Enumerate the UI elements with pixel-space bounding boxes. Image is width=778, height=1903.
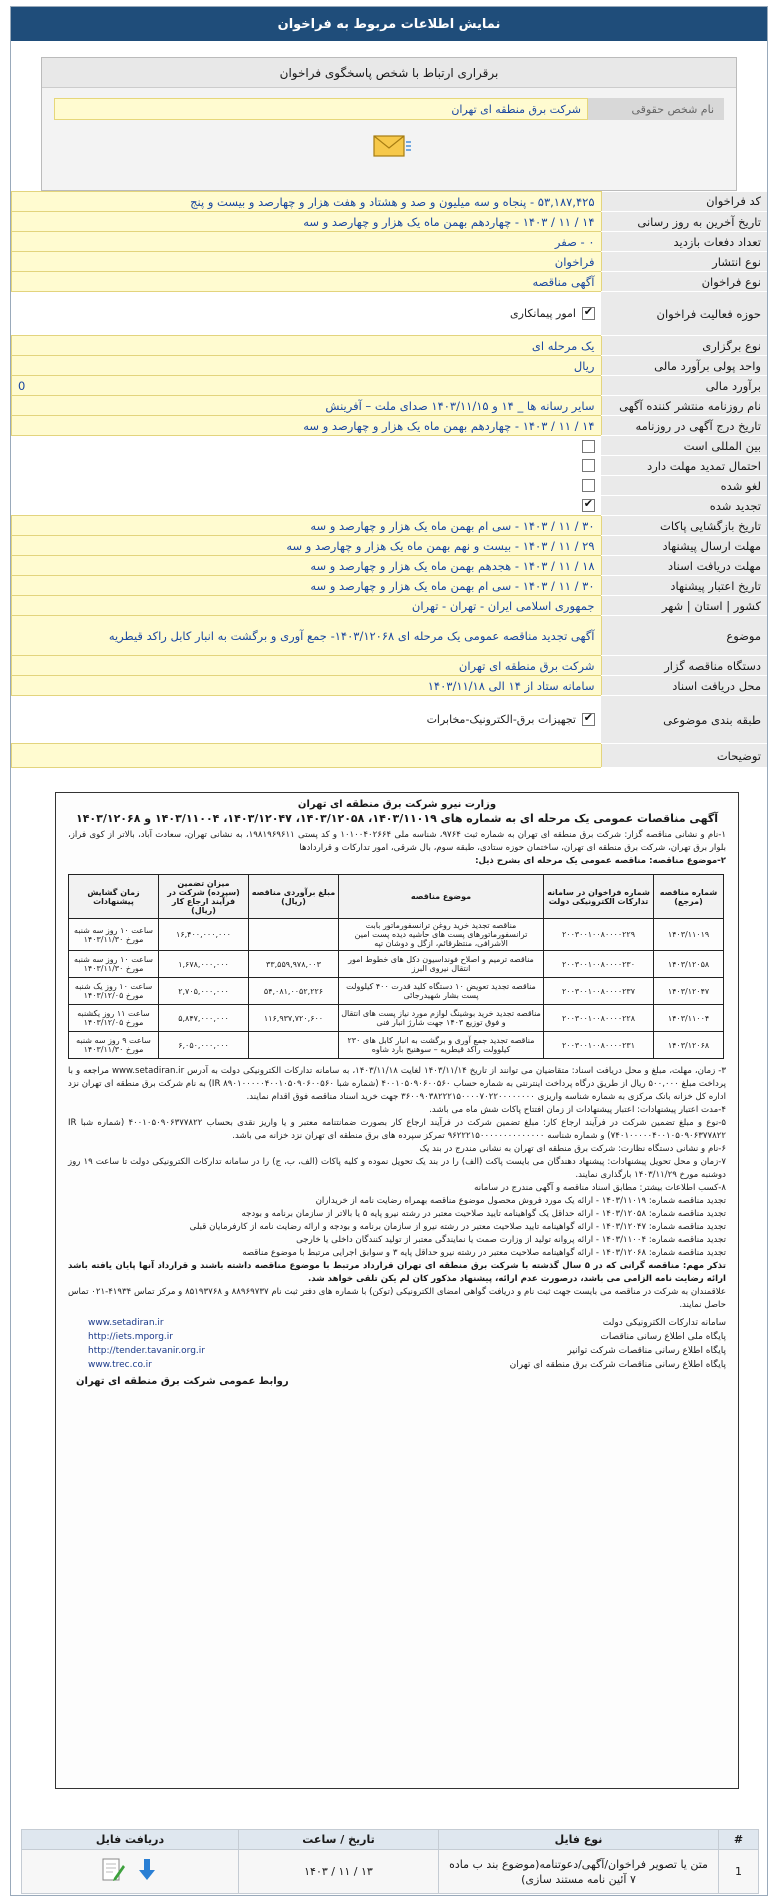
field-label: احتمال تمدید مهلت دارد (601, 456, 767, 476)
tender-info-table (11, 191, 767, 768)
notice-paragraph: تجدید مناقصه شماره: ۱۴۰۳/۱۲۰۶۸ - ارائه گواهینامه صلاحیت معتبر در رشته نیرو حداقل پایه ۳ و سوابق اجرایی مرتبط با موضوع مناقصه (242, 1248, 726, 1258)
checkbox-cell (12, 496, 602, 516)
notice-cell: ۱۴۰۳/۱۲۰۵۸ (654, 951, 724, 978)
file-date: ۱۳ / ۱۱ / ۱۴۰۳ (239, 1850, 439, 1894)
notice-link: http://tender.tavanir.org.ir (88, 1346, 205, 1356)
notice-paragraph: تجدید مناقصه شماره: ۱۴۰۳/۱۲۰۵۸ - ارائه حداقل یک گواهینامه تایید صلاحیت معتبر در رشته نیرو پایه ۵ یا بالاتر از سازمان برنامه و بودجه (241, 1209, 726, 1219)
notice-paragraph: ۲-موضوع مناقصه: مناقصه عمومی یک مرحله ای بشرح ذیل: (475, 856, 726, 866)
field-value: ۱۴ / ۱۱ / ۱۴۰۳ - چهاردهم بهمن ماه یک هزار و چهارصد و سه (12, 416, 602, 436)
checkbox-cell (12, 456, 602, 476)
notice-link-labels (510, 1316, 726, 1372)
notice-header-cell: موضوع مناقصه (339, 875, 544, 919)
notice-cell: ۱۶,۴۰۰,۰۰۰,۰۰۰ (159, 919, 249, 951)
field-value: یک مرحله ای (12, 336, 602, 356)
extension-checkbox[interactable] (582, 459, 595, 472)
contact-row (54, 98, 724, 120)
field-label: مهلت دریافت اسناد (601, 556, 767, 576)
field-value: فراخوان (12, 252, 602, 272)
file-row (22, 1850, 759, 1894)
contact-value: شرکت برق منطقه ای تهران (54, 98, 588, 120)
notice-title: آگهی مناقصات عمومی یک مرحله ای به شماره های ۱۴۰۳/۱۱۰۱۹، ۱۴۰۳/۱۲۰۵۸، ۱۴۰۳/۱۲۰۴۷، ۱۴۰۳/۱۱۰۰۴ و ۱۴۰۳/۱۲۰۶۸ (76, 812, 718, 825)
files-header-cell: نوع فایل (439, 1830, 719, 1850)
notice-cell: ۳۳,۵۵۹,۹۷۸,۰۰۳ (249, 951, 339, 978)
notice-header-cell: میزان تضمین (سپرده) شرکت در فرآیند ارجاع کار (ریال) (159, 875, 249, 919)
field-value: ۵۳,۱۸۷,۴۲۵ - پنجاه و سه میلیون و صد و هشتاد و هفت هزار و چهارصد و بیست و پنج (12, 192, 602, 212)
notice-org: وزارت نیرو شرکت برق منطقه ای تهران (297, 799, 497, 810)
notice-paragraph: ۴-مدت اعتبار پیشنهادات: اعتبار پیشنهادات از زمان افتتاح پاکات شش ماه می باشد. (429, 1105, 726, 1115)
notice-paragraph: تجدید مناقصه شماره: ۱۴۰۳/۱۱۰۱۹ - ارائه یک مورد فروش محصول موضوع مناقصه بهمراه رضایت نامه از خریداران (315, 1196, 726, 1206)
field-label: موضوع (601, 616, 767, 656)
notice-cell: ۱۴۰۳/۱۱۰۱۹ (654, 919, 724, 951)
category-checkbox-cell (12, 696, 602, 744)
checkbox-cell (12, 476, 602, 496)
notice-link: http://iets.mporg.ir (88, 1332, 173, 1342)
field-value: ریال (12, 356, 602, 376)
notice-cell: ۵۴,۰۸۱,۰۰۵۲,۲۲۶ (249, 978, 339, 1005)
field-value: آگهی تجدید مناقصه عمومی یک مرحله ای ۱۴۰۳/۱۲۰۶۸- جمع آوری و برگشت به انبار کابل راکد قیطریه (12, 616, 602, 656)
notice-cell (249, 1032, 339, 1059)
page-header (11, 7, 767, 41)
envelope-icon[interactable] (372, 132, 412, 162)
notice-cell: ساعت ۱۰ روز سه شنبه مورخ ۱۴۰۳/۱۱/۳۰ (69, 919, 159, 951)
notice-cell: ساعت ۱۰ روز سه شنبه مورخ ۱۴۰۳/۱۱/۳۰ (69, 951, 159, 978)
field-value: ۳۰ / ۱۱ / ۱۴۰۳ - سی ام بهمن ماه یک هزار و چهارصد و سه (12, 576, 602, 596)
notice-link: www.trec.co.ir (88, 1360, 152, 1370)
field-label: برآورد مالی (601, 376, 767, 396)
field-label: نام روزنامه منتشر کننده آگهی (601, 396, 767, 416)
files-header-cell: دریافت فایل (22, 1830, 239, 1850)
info-row-estimate (12, 376, 768, 396)
info-row-renewed (12, 496, 768, 516)
notice-table-row (69, 919, 724, 951)
info-row-holding-type (12, 336, 768, 356)
info-row-opening-date (12, 516, 768, 536)
notice-cell: ۱۴۰۳/۱۲۰۴۷ (654, 978, 724, 1005)
file-index: 1 (719, 1850, 759, 1894)
info-row-updated (12, 212, 768, 232)
info-row-docs-deadline (12, 556, 768, 576)
info-row-visits (12, 232, 768, 252)
notice-cell: مناقصه تجدید خرید روغن ترانسفورماتور بابت ترانسفورماتورهای پست های حاشیه دیده پست امین الاشرافی، منتظرقائم، ازگل و دوشان تپه (339, 919, 544, 951)
notice-paragraph: تجدید مناقصه شماره: ۱۴۰۳/۱۲۰۴۷ - ارائه گواهینامه تایید صلاحیت معتبر در رشته نیرو از سازمان برنامه و بودجه و ارائه رضایت نامه از کارفرمایان قبلی (189, 1222, 726, 1232)
notice-table-row (69, 1005, 724, 1032)
notice-cell: ۲۰۰۳۰۰۱۰۰۸۰۰۰۰۲۳۱ (544, 1032, 654, 1059)
field-label: تجدید شده (601, 496, 767, 516)
notice-cell: مناقصه تجدید خرید بوشینگ لوازم مورد نیاز پست های انتقال و فوق توزیع ۱۴۰۳ جهت شارژ انبار فنی (339, 1005, 544, 1032)
notice-table-row (69, 978, 724, 1005)
link-label: پایگاه اطلاع رسانی مناقصات شرکت برق منطقه ای تهران (509, 1360, 726, 1370)
notice-cell: ساعت ۱۱ روز یکشنبه مورخ ۱۴۰۳/۱۲/۰۵ (69, 1005, 159, 1032)
notice-cell: ساعت ۹ روز سه شنبه مورخ ۱۴۰۳/۱۱/۳۰ (69, 1032, 159, 1059)
notice-cell: ۶,۰۵۰,۰۰۰,۰۰۰ (159, 1032, 249, 1059)
notice-table-row (69, 1032, 724, 1059)
info-row-cancelled (12, 476, 768, 496)
info-row-call-type (12, 272, 768, 292)
info-row-subject (12, 616, 768, 656)
notice-cell: مناقصه ترمیم و اصلاح فونداسیون دکل های خطوط امور انتقال نیروی البرز (339, 951, 544, 978)
field-label: تاریخ آخرین به روز رسانی (601, 212, 767, 232)
notice-cell: ۲۰۰۳۰۰۱۰۰۸۰۰۰۰۲۳۰ (544, 951, 654, 978)
file-type: متن یا تصویر فراخوان/آگهی/دعوتنامه(موضوع بند ب ماده ۷ آئین نامه مستند سازی) (439, 1850, 719, 1894)
activity-checkbox[interactable] (582, 307, 595, 320)
contact-panel (41, 57, 737, 191)
info-row-newspaper (12, 396, 768, 416)
notice-cell: ساعت ۱۰ روز یک شنبه مورخ ۱۴۰۳/۱۲/۰۵ (69, 978, 159, 1005)
field-label: تاریخ اعتبار پیشنهاد (601, 576, 767, 596)
link-label: سامانه تدارکات الکترونیکی دولت (602, 1318, 726, 1328)
info-row-publish-type (12, 252, 768, 272)
field-value: جمهوری اسلامی ایران - تهران - تهران (12, 596, 602, 616)
link-label: پایگاه اطلاع رسانی مناقصات شرکت توانیر (567, 1346, 726, 1356)
notice-paragraph: ۳- زمان، مهلت، مبلغ و محل دریافت اسناد: متقاضیان می توانند از تاریخ ۱۴۰۳/۱۱/۱۴ لغایت ۱۴۰۳/۱۱/۱۸، به سامانه تدارکات الکترونیکی دولت به آدرس www.setadiran.ir مراجعه و با پرداخت مبلغ ۵۰۰,۰۰۰ ریال از طریق درگاه پرداخت اینترنتی به شماره حساب ۴۰۰۱۰۵۰۹۰۶۰۰۵۶۰ (شماره شبا IR ۸۹۰۱۰۰۰۰۰۴۰۰۱۰۵۰۹۰۶۰۰۵۶۰) به نام شرکت برق منطقه ای تهران نزد اداره کل خزانه بانک مرکزی به شماره شناسه واریزی ۳۶۰۰۹۰۳۸۲۲۲۱۵۰۰۰۰۷۰۲۲۰۰۰۰۰۰۰۰ جهت خرید اسناد مناقصه فوق اقدام نمایند. (68, 1066, 726, 1102)
notice-cell: ۲۰۰۳۰۰۱۰۰۸۰۰۰۰۲۳۷ (544, 978, 654, 1005)
field-value: 0 (12, 376, 602, 396)
info-row-validity (12, 576, 768, 596)
info-row-category (12, 696, 768, 744)
notice-paragraph: تذکر مهم: مناقصه گرانی که در ۵ سال گذشته با شرکت برق منطقه ای تهران قرارداد مرتبط با موضوع مناقصه داشته باشند و قرارداد آنها پایان یافته باشد ارائه رضایت نامه الزامی می باشد، درصورت عدم ارائه، پیشنهاد مذکور کان لم یکن تلقی خواهد شد. (68, 1261, 726, 1284)
info-row-code (12, 192, 768, 212)
notice-paragraph: ۸-کسب اطلاعات بیشتر: مطابق اسناد مناقصه و آگهی مندرج در سامانه (474, 1183, 726, 1193)
notice-header-cell: شماره فراخوان در سامانه تدارکات الکترونیکی دولت (544, 875, 654, 919)
field-label: طبقه بندی موضوعی (601, 696, 767, 744)
checkbox-cell (12, 436, 602, 456)
field-label: محل دریافت اسناد (601, 676, 767, 696)
notice-signature: روابط عمومی شرکت برق منطقه ای تهران (76, 1376, 289, 1387)
field-label: حوزه فعالیت فراخوان (601, 292, 767, 336)
field-label: کشور | استان | شهر (601, 596, 767, 616)
info-row-extension (12, 456, 768, 476)
field-label: دستگاه مناقصه گزار (601, 656, 767, 676)
notice-cell (249, 919, 339, 951)
renewed-checkbox[interactable] (582, 499, 595, 512)
field-label: تعداد دفعات بازدید (601, 232, 767, 252)
notice-cell: ۱۴۰۳/۱۱۰۰۴ (654, 1005, 724, 1032)
field-label: واحد پولی برآورد مالی (601, 356, 767, 376)
info-row-newspaper-date (12, 416, 768, 436)
notice-cell: ۱۴۰۳/۱۲۰۶۸ (654, 1032, 724, 1059)
notice-table-header (69, 875, 724, 919)
field-value: ۲۹ / ۱۱ / ۱۴۰۳ - بیست و نهم بهمن ماه یک هزار و چهارصد و سه (12, 536, 602, 556)
info-row-currency (12, 356, 768, 376)
notice-cell: مناقصه تجدید تعویض ۱۰ دستگاه کلید قدرت ۴۰۰ کیلوولت پست بشار شهیدرجائی (339, 978, 544, 1005)
info-row-international (12, 436, 768, 456)
field-label: کد فراخوان (601, 192, 767, 212)
link-label: پایگاه ملی اطلاع رسانی مناقصات (600, 1332, 726, 1342)
category-value: تجهیزات برق-الکترونیک-مخابرات (426, 712, 576, 726)
field-label: لغو شده (601, 476, 767, 496)
notice-cell: ۱,۶۷۸,۰۰۰,۰۰۰ (159, 951, 249, 978)
contact-title: برقراری ارتباط با شخص پاسخگوی فراخوان (42, 58, 736, 88)
download-icon[interactable] (134, 1857, 160, 1886)
field-label: بین المللی است (601, 436, 767, 456)
notice-table-row (69, 951, 724, 978)
files-header-cell: # (719, 1830, 759, 1850)
notice-paragraph: ۱-نام و نشانی مناقصه گزار: شرکت برق منطقه ای تهران به شماره ثبت ۹۷۶۴، شناسه ملی ۱۰۱۰۰۴۰۲۶۶۴ و کد پستی ۱۹۸۱۹۶۹۶۱۱، به نشانی تهران، سعادت آباد، بالاتر از کوی فراز، بلوار برق تهران، شرکت برق منطقه ای تهران، ساختمان حوزه ستادی، طبقه سوم، بال شرقی، امور تدارکات و قراردادها (68, 830, 726, 853)
category-checkbox[interactable] (582, 713, 595, 726)
activity-checkbox-cell (12, 292, 602, 336)
notice-cell: ۲,۷۰۵,۰۰۰,۰۰۰ (159, 978, 249, 1005)
notes-value (12, 744, 602, 768)
field-value: ۰ - صفر (12, 232, 602, 252)
notice-link: www.setadiran.ir (88, 1318, 164, 1328)
field-value: شرکت برق منطقه ای تهران (12, 656, 602, 676)
field-label: تاریخ درج آگهی در روزنامه (601, 416, 767, 436)
notice-cell: ۲۰۰۳۰۰۱۰۰۸۰۰۰۰۲۲۹ (544, 919, 654, 951)
notice-paragraph: علاقمندان به شرکت در مناقصه می بایست جهت ثبت نام و دریافت گواهی امضای الکترونیکی (توکن) با شماره های دفتر ثبت نام ۸۸۹۶۹۷۳۷ و ۸۵۱۹۳۷۶۸ و مرکز تماس ۴۱۹۳۴-۰۲۱ تماس حاصل نمایند. (68, 1287, 726, 1310)
field-value: ۳۰ / ۱۱ / ۱۴۰۳ - سی ام بهمن ماه یک هزار و چهارصد و سه (12, 516, 602, 536)
field-value: سامانه ستاد از ۱۴ الی ۱۴۰۳/۱۱/۱۸ (12, 676, 602, 696)
cancelled-checkbox[interactable] (582, 479, 595, 492)
info-row-activity (12, 292, 768, 336)
notice-cell: ۵,۸۴۷,۰۰۰,۰۰۰ (159, 1005, 249, 1032)
page-title: نمایش اطلاعات مربوط به فراخوان (277, 16, 501, 32)
files-header (22, 1830, 759, 1850)
files-table (21, 1829, 759, 1894)
notice-paragraph: ۶-نام و نشانی دستگاه نظارت: شرکت برق منطقه ای تهران به نشانی مندرج در بند یک (419, 1144, 726, 1154)
notice-header-cell: زمان گشایش پیشنهادات (69, 875, 159, 919)
notice-header-cell: مبلغ برآوردی مناقصه (ریال) (249, 875, 339, 919)
field-value: ۱۴ / ۱۱ / ۱۴۰۳ - چهاردهم بهمن ماه یک هزار و چهارصد و سه (12, 212, 602, 232)
notice-paragraph: ۵-نوع و مبلغ تضمین شرکت در فرآیند ارجاع کار: مبلغ تضمین شرکت در فرآیند ارجاع کار بصورت ضمانتنامه معتبر و یا واریز نقدی بحساب ۴۰۰۱۰۵۰۹۰۶۳۷۷۸۲۲ (شماره شبا IR ۷۴۰۱۰۰۰۰۰۴۰۰۱۰۵۰۹۰۶۳۷۷۸۲۲) و شماره شناسه ۹۶۲۲۲۱۵۰۰۰۰۰۰۰۰۰۰۰۰۰۰ تمرکز سپرده های برق منطقه ای تهران نزد خزانه می باشد. (68, 1118, 726, 1141)
notice-link-urls (68, 1316, 225, 1372)
notice-paragraph: تجدید مناقصه شماره: ۱۴۰۳/۱۱۰۰۴ - ارائه پروانه تولید از وزارت صمت یا نمایندگی معتبر از تولید کنندگان داخلی یا خارجی (296, 1235, 726, 1245)
files-header-cell: تاریخ / ساعت (239, 1830, 439, 1850)
info-row-location (12, 596, 768, 616)
notice-paragraph: ۷-زمان و محل تحویل پیشنهادات: پیشنهاد دهندگان می بایست پاکت (الف) را در بند یک تحویل نموده و کلیه پاکات (الف، ب، ج) را در سامانه تدارکات الکترونیکی دولت تا ساعت ۱۹ روز دوشنبه مورخ ۱۴۰۳/۱۱/۲۹ بارگذاری نمایند. (68, 1157, 726, 1180)
field-label: مهلت ارسال پیشنهاد (601, 536, 767, 556)
notice-links-block (56, 1312, 738, 1372)
notice-cell: ۲۰۰۳۰۰۱۰۰۸۰۰۰۰۲۲۸ (544, 1005, 654, 1032)
field-label: نوع انتشار (601, 252, 767, 272)
international-checkbox[interactable] (582, 440, 595, 453)
file-download-cell (22, 1850, 239, 1894)
info-row-organization (12, 656, 768, 676)
notice-tender-table (68, 874, 724, 1059)
field-label: توضیحات (601, 744, 767, 768)
notice-cell: مناقصه تجدید جمع آوری و برگشت به انبار کابل های ۲۳۰ کیلوولت راکد قیطریه – سوهنیح بارد شاوه (339, 1032, 544, 1059)
notice-header-cell: شماره مناقصه (مرجع) (654, 875, 724, 919)
contact-label: نام شخص حقوقی (588, 98, 724, 120)
activity-value: امور پیمانکاری (510, 306, 576, 320)
field-label: نوع برگزاری (601, 336, 767, 356)
field-label: تاریخ بازگشایی پاکات (601, 516, 767, 536)
field-value: سایر رسانه ها _ ۱۴ و ۱۴۰۳/۱۱/۱۵ صدای ملت – آفرینش (12, 396, 602, 416)
page-container (10, 6, 768, 1896)
info-row-notes (12, 744, 768, 768)
field-value: آگهی مناقصه (12, 272, 602, 292)
tender-notice-image (55, 792, 739, 1789)
field-value: ۱۸ / ۱۱ / ۱۴۰۳ - هجدهم بهمن ماه یک هزار و چهارصد و سه (12, 556, 602, 576)
notice-cell: ۱۱۶,۹۳۷,۷۲۰,۶۰۰ (249, 1005, 339, 1032)
edit-document-icon[interactable] (100, 1857, 126, 1886)
info-row-docs-place (12, 676, 768, 696)
field-label: نوع فراخوان (601, 272, 767, 292)
info-row-submit-deadline (12, 536, 768, 556)
